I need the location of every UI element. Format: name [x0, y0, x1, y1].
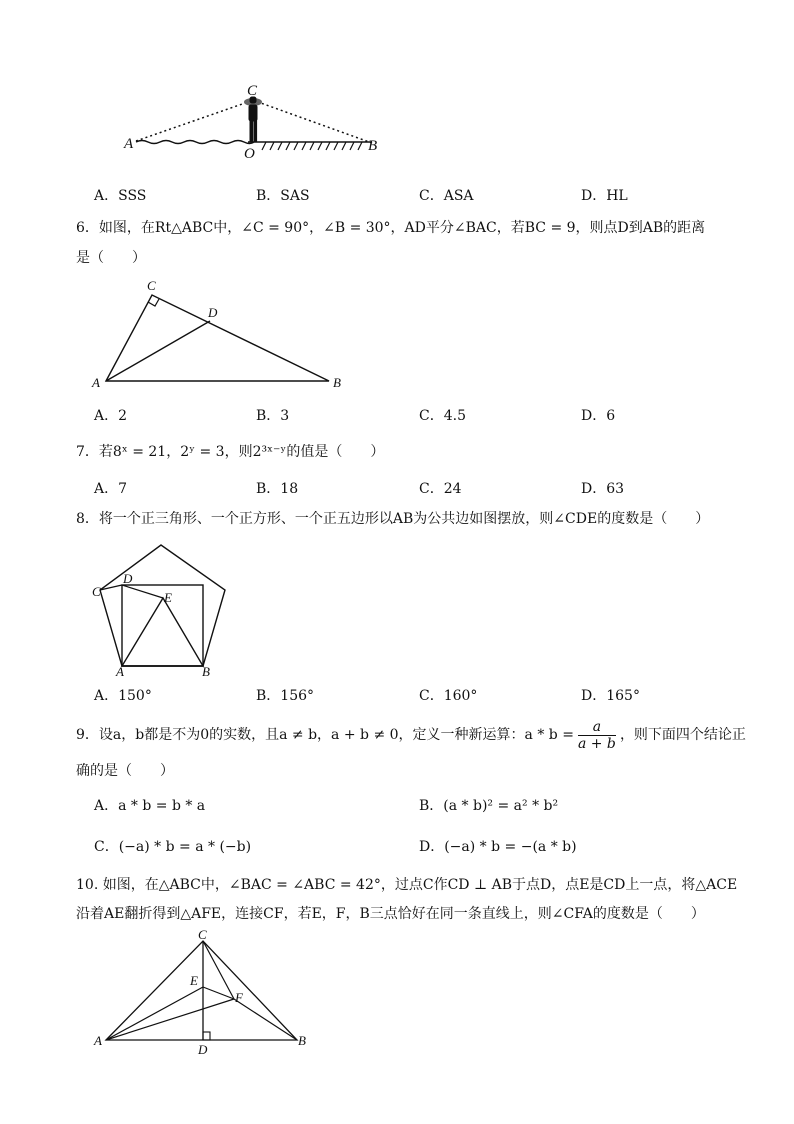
q6-question-line2: 是（ ）	[76, 250, 146, 266]
q8-option-b[interactable]: B．156°	[256, 688, 315, 704]
q8-label-a: A	[116, 664, 124, 676]
q9-option-c[interactable]: C．(−a) * b = a * (−b)	[94, 839, 252, 855]
q9-option-b[interactable]: B．(a * b)² = a² * b²	[419, 798, 559, 814]
q10-label-b: B	[298, 1033, 306, 1048]
q10-triangle-abc	[106, 941, 297, 1040]
q6-figure	[90, 278, 350, 390]
q6-label-c: C	[147, 278, 156, 293]
q8-triangle	[122, 598, 203, 666]
q5-person-icon	[244, 97, 262, 142]
q10-right-angle-mark	[203, 1032, 210, 1040]
q5-sight-line-ac	[136, 102, 248, 141]
q9-option-a[interactable]: A．a * b = b * a	[94, 798, 206, 814]
q5-water-line	[136, 141, 254, 144]
q6-label-b: B	[333, 375, 341, 390]
q8-label-c: C	[92, 584, 101, 599]
q5-label-o: O	[244, 146, 255, 162]
q10-label-e: E	[190, 973, 198, 988]
q10-label-c: C	[198, 930, 207, 942]
q5-option-c[interactable]: C．ASA	[419, 188, 474, 204]
q10-question-line2: 沿着AE翻折得到△AFE，连接CF，若E，F，B三点恰好在同一条直线上，则∠CFA的度数是（ ）	[76, 906, 705, 922]
q10-segment-fb	[234, 999, 297, 1040]
q6-option-d[interactable]: D．6	[581, 408, 616, 424]
q9-fraction	[578, 719, 616, 752]
q7-option-c[interactable]: C．24	[419, 481, 462, 497]
q5-option-d[interactable]: D．HL	[581, 188, 628, 204]
q7-question: 7．若8ˣ = 21，2ʸ = 3，则2³ˣ⁻ʸ的值是（ ）	[76, 444, 385, 460]
q10-label-a: A	[94, 1033, 102, 1048]
q8-label-e: E	[164, 590, 172, 605]
q6-label-d: D	[208, 305, 218, 320]
q8-pentagon	[100, 545, 225, 666]
q5-ground-hatch	[262, 142, 362, 150]
q8-option-c[interactable]: C．160°	[419, 688, 478, 704]
q5-option-a[interactable]: A．SSS	[94, 188, 147, 204]
q5-figure	[120, 80, 420, 166]
q9-question-line2: 确的是（ ）	[76, 763, 174, 779]
q7-option-b[interactable]: B．18	[256, 481, 299, 497]
q5-sight-line-bc	[258, 102, 372, 143]
q8-square	[122, 585, 203, 666]
q5-label-b: B	[368, 138, 378, 154]
q8-label-d: D	[123, 571, 133, 586]
q5-label-c: C	[247, 83, 258, 99]
q9-fraction-numerator: a	[592, 718, 602, 735]
q6-option-a[interactable]: A．2	[94, 408, 128, 424]
q6-option-b[interactable]: B．3	[256, 408, 290, 424]
q6-question-line1: 6．如图，在Rt△ABC中，∠C = 90°，∠B = 30°，AD平分∠BAC，若BC = 9，则点D到AB的距离	[76, 220, 706, 236]
q10-segment-cf	[203, 941, 234, 999]
q9-text-prefix: 9．设a，b都是不为0的实数，且a ≠ b，a + b ≠ 0，定义一种新运算：a * b =	[76, 727, 574, 743]
q8-figure	[92, 542, 234, 676]
q7-option-a[interactable]: A．7	[94, 481, 128, 497]
q10-figure	[92, 930, 322, 1056]
q6-label-a: A	[92, 375, 100, 390]
q5-option-b[interactable]: B．SAS	[256, 188, 310, 204]
q8-question: 8．将一个正三角形、一个正方形、一个正五边形以AB为公共边如图摆放，则∠CDE的度数是（ ）	[76, 511, 710, 527]
q9-text-suffix: ，则下面四个结论正	[619, 727, 746, 743]
q9-question-line1	[76, 715, 746, 755]
q6-option-c[interactable]: C．4.5	[419, 408, 466, 424]
q6-triangle-abc	[106, 295, 329, 381]
q9-option-d[interactable]: D．(−a) * b = −(a * b)	[419, 839, 577, 855]
q10-label-f: F	[235, 990, 243, 1005]
q10-question-line1: 10. 如图，在△ABC中，∠BAC = ∠ABC = 42°，过点C作CD ⊥ AB于点D，点E是CD上一点，将△ACE	[76, 877, 738, 893]
q7-option-d[interactable]: D．63	[581, 481, 625, 497]
q10-label-d: D	[198, 1042, 208, 1056]
q5-label-a: A	[124, 136, 134, 152]
q8-option-a[interactable]: A．150°	[94, 688, 152, 704]
q8-label-b: B	[202, 664, 210, 676]
q8-segment-de	[122, 585, 163, 598]
q8-option-d[interactable]: D．165°	[581, 688, 640, 704]
q10-segment-ef	[203, 987, 234, 999]
q9-fraction-denominator: a + b	[577, 735, 616, 752]
